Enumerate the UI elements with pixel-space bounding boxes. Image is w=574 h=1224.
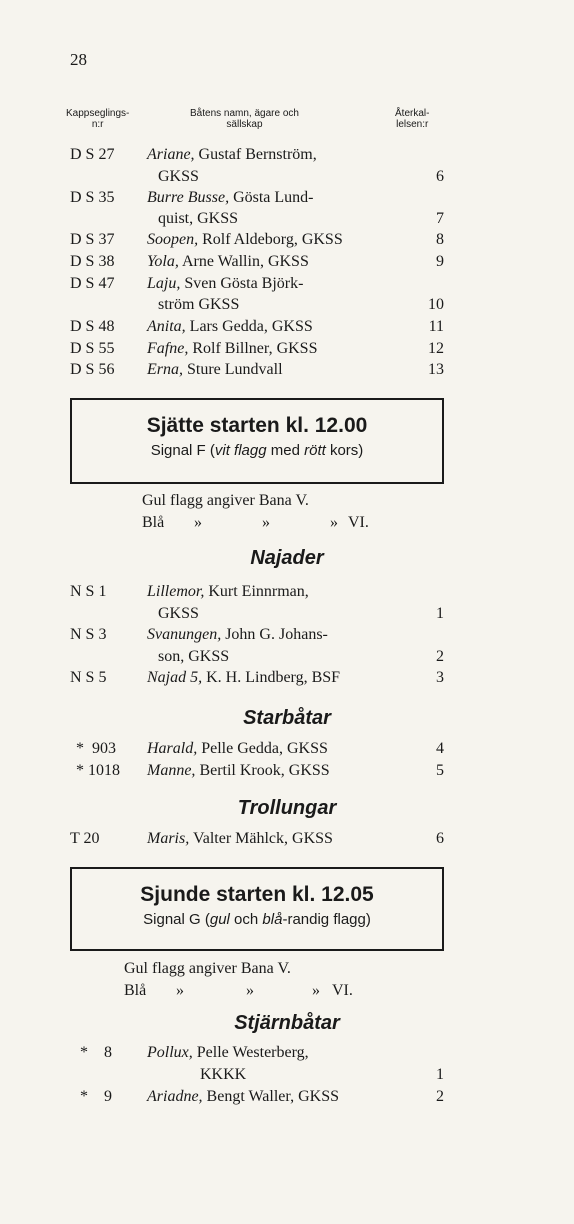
start-signal	[72, 442, 442, 459]
course-line-yellow: Gul flagg angiver Bana V.	[142, 492, 309, 509]
boat-name: Erna,	[147, 361, 183, 378]
signal-text: Signal G (	[143, 911, 210, 928]
entry-row	[0, 626, 574, 650]
start-box-sixth	[70, 398, 444, 484]
start-title: Sjunde starten kl. 12.05	[140, 883, 374, 906]
start-title: Sjätte starten kl. 12.00	[146, 414, 368, 437]
entry-name	[147, 340, 317, 358]
recall-number: 3	[436, 669, 444, 686]
entry-continuation: KKKK	[200, 1066, 247, 1083]
recall-number: 5	[436, 762, 444, 779]
owner: Arne Wallin, GKSS	[178, 253, 309, 270]
owner: John G. Johans-	[221, 626, 328, 643]
course-line-blue	[124, 982, 404, 1000]
entry-code: D S 47	[70, 275, 115, 292]
signal-text: Signal F (	[150, 442, 215, 459]
entry-code: D S 27	[70, 146, 115, 163]
header-col3-line1: Återkal-	[395, 108, 430, 119]
course-line-yellow: Gul flagg angiver Bana V.	[124, 960, 291, 977]
start-signal	[72, 911, 442, 928]
entry-row	[0, 231, 574, 255]
ditto-mark: »	[194, 514, 202, 531]
boat-name: Pollux,	[147, 1044, 193, 1061]
entry-name	[147, 253, 309, 271]
owner: Pelle Gedda, GKSS	[197, 740, 328, 757]
entry-name	[147, 318, 313, 336]
entry-row	[0, 253, 574, 277]
entry-row	[0, 762, 574, 786]
boat-name: Yola,	[147, 253, 179, 270]
boat-name: Anita,	[147, 318, 186, 335]
header-col-recall	[395, 108, 429, 130]
entry-code: N S 3	[70, 626, 107, 643]
boat-name: Ariane,	[147, 146, 195, 163]
entry-row	[0, 669, 574, 693]
entry-name	[147, 830, 333, 848]
ditto-mark: »	[176, 982, 184, 999]
entry-row	[0, 830, 574, 854]
entry-continuation: son, GKSS	[158, 648, 230, 665]
header-col1-line2: n:r	[91, 119, 104, 130]
entry-code: N S 1	[70, 583, 107, 600]
owner: Sture Lundvall	[183, 361, 283, 378]
recall-number: 2	[436, 648, 444, 665]
recall-number: 11	[428, 318, 444, 335]
entry-row-continuation	[0, 296, 574, 320]
signal-text: och	[229, 911, 263, 928]
course-line-blue	[142, 514, 402, 532]
boat-name: Laju,	[147, 275, 181, 292]
owner: K. H. Lindberg, BSF	[202, 669, 341, 686]
owner: Gustaf Bernström,	[194, 146, 317, 163]
recall-number: 12	[428, 340, 444, 357]
entry-code: * 903	[76, 740, 116, 757]
entry-code: * 9	[80, 1088, 112, 1105]
boat-name: Manne,	[147, 762, 196, 779]
recall-number: 8	[436, 231, 444, 248]
entry-row	[0, 1088, 574, 1112]
owner: Sven Gösta Björk-	[180, 275, 304, 292]
recall-number: 6	[436, 168, 444, 185]
owner: Kurt Einnrman,	[204, 583, 309, 600]
entry-continuation: GKSS	[158, 168, 199, 185]
class-title-trollungar: Trollungar	[237, 797, 337, 819]
page-number: 28	[70, 50, 87, 69]
entry-row	[0, 361, 574, 385]
recall-number: 4	[436, 740, 444, 757]
entry-name	[147, 231, 343, 249]
recall-number: 7	[436, 210, 444, 227]
boat-name: Harald,	[147, 740, 198, 757]
signal-flag: vit flagg	[214, 442, 267, 459]
course-number: VI.	[332, 982, 353, 999]
recall-number: 9	[436, 253, 444, 270]
entry-row	[0, 1044, 574, 1068]
header-col1-line1: Kappseglings-	[66, 108, 130, 119]
entry-code: * 1018	[76, 762, 120, 779]
owner: Bertil Krook, GKSS	[195, 762, 330, 779]
signal-flag: gul	[209, 911, 230, 928]
owner: Gösta Lund-	[229, 189, 314, 206]
boat-name: Maris,	[147, 830, 190, 847]
entry-name	[147, 275, 303, 293]
recall-number: 1	[436, 1066, 444, 1083]
entry-name	[147, 762, 330, 780]
entry-name	[147, 1088, 339, 1106]
entry-continuation: quist, GKSS	[158, 210, 239, 227]
ditto-mark: »	[246, 982, 254, 999]
boat-name: Najad 5,	[147, 669, 203, 686]
signal-text: -randig flagg)	[282, 911, 371, 928]
entry-name	[147, 1044, 309, 1062]
entry-row-continuation	[0, 1066, 574, 1090]
entry-row	[0, 146, 574, 170]
owner: Rolf Aldeborg, GKSS	[198, 231, 343, 248]
entry-code: D S 48	[70, 318, 115, 335]
entry-row	[0, 583, 574, 607]
header-col-race-number	[66, 108, 129, 130]
recall-number: 2	[436, 1088, 444, 1105]
entry-name	[147, 189, 314, 207]
owner: Valter Mählck, GKSS	[189, 830, 333, 847]
course-number: VI.	[348, 514, 369, 531]
signal-flag: blå	[262, 911, 283, 928]
boat-name: Fafne,	[147, 340, 189, 357]
class-title-stjarnbatar: Stjärnbåtar	[234, 1012, 340, 1034]
entry-code: * 8	[80, 1044, 112, 1061]
entry-name	[147, 361, 283, 379]
entry-code: D S 35	[70, 189, 115, 206]
entry-name	[147, 146, 317, 164]
owner: Bengt Waller, GKSS	[202, 1088, 339, 1105]
entry-row	[0, 318, 574, 342]
boat-name: Soopen,	[147, 231, 199, 248]
entry-continuation: GKSS	[158, 605, 199, 622]
entry-code: D S 37	[70, 231, 115, 248]
ditto-mark: »	[262, 514, 270, 531]
course-color: Blå	[142, 514, 165, 531]
signal-flag: rött	[304, 442, 326, 459]
boat-name: Ariadne,	[147, 1088, 203, 1105]
entry-continuation: ström GKSS	[158, 296, 240, 313]
entry-code: D S 38	[70, 253, 115, 270]
entry-name	[147, 583, 309, 601]
signal-text: med	[266, 442, 305, 459]
header-col2-line1: Båtens namn, ägare och	[190, 108, 299, 119]
entry-code: N S 5	[70, 669, 107, 686]
recall-number: 6	[436, 830, 444, 847]
recall-number: 13	[428, 361, 444, 378]
ditto-mark: »	[312, 982, 320, 999]
signal-text: kors)	[325, 442, 364, 459]
class-title-starbatar: Starbåtar	[243, 707, 331, 729]
owner: Rolf Billner, GKSS	[188, 340, 318, 357]
entry-code: T 20	[70, 830, 100, 847]
class-title-najader: Najader	[250, 547, 324, 569]
header-col-boat	[190, 108, 299, 130]
owner: Lars Gedda, GKSS	[185, 318, 313, 335]
header-col3-line2: lelsen:r	[396, 119, 429, 130]
boat-name: Svanungen,	[147, 626, 222, 643]
ditto-mark: »	[330, 514, 338, 531]
recall-number: 10	[428, 296, 444, 313]
entry-name	[147, 669, 340, 687]
entry-code: D S 55	[70, 340, 115, 357]
course-color: Blå	[124, 982, 147, 999]
entry-name	[147, 626, 328, 644]
entry-row	[0, 740, 574, 764]
recall-number: 1	[436, 605, 444, 622]
start-box-seventh	[70, 867, 444, 951]
header-col2-line2: sällskap	[226, 119, 263, 130]
entry-code: D S 56	[70, 361, 115, 378]
boat-name: Burre Busse,	[147, 189, 230, 206]
boat-name: Lillemor,	[147, 583, 205, 600]
owner: Pelle Westerberg,	[192, 1044, 309, 1061]
entry-name	[147, 740, 328, 758]
